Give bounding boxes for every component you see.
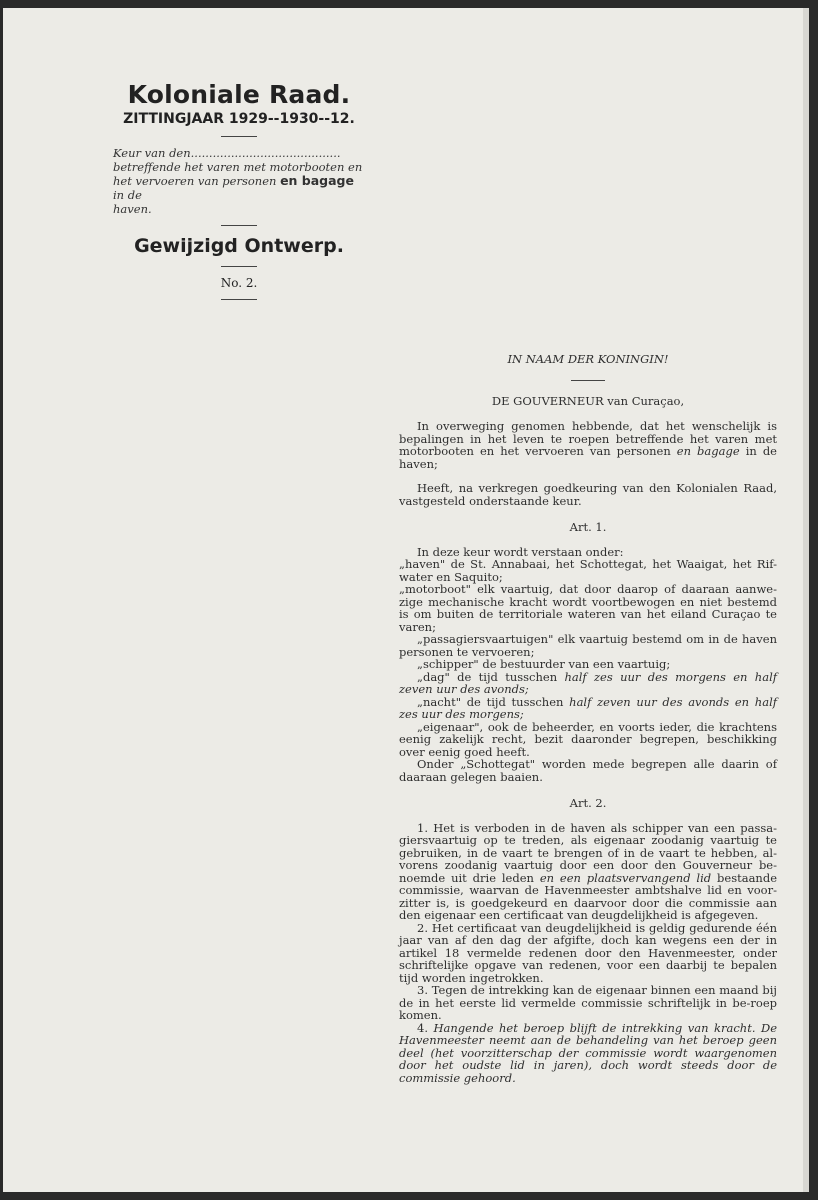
session-year: ZITTINGJAAR 1929--1930--12. <box>123 111 355 127</box>
divider <box>571 380 605 381</box>
art1-nacht: „nacht" de tijd tusschen half zeven uur des avonds en half zes uur des morgens; <box>399 694 778 721</box>
decree-text <box>399 353 777 1084</box>
draft-subtitle: Gewijzigd Ontwerp. <box>134 235 344 257</box>
art1-dag: „dag" de tijd tusschen half zes uur des morgens en half zeven uur des avonds; <box>399 669 777 696</box>
council-title: Koloniale Raad. <box>127 80 351 109</box>
art1-onder: Onder „Schottegat" worden mede begrepen alle daarin of daaraan gelegen baaien. <box>399 757 777 784</box>
art2-para-3: 3. Tegen de intrekking kan de eigenaar binnen een maand bij de in het eerste lid vermelde commissie schriftelijk in be-roep komen. <box>399 983 777 1022</box>
document-page <box>3 8 809 1192</box>
divider <box>221 136 257 137</box>
art1-intro: In deze keur wordt verstaan onder: <box>417 544 624 559</box>
page-edge <box>803 8 809 1192</box>
article-2-title: Art. 2. <box>569 796 607 810</box>
divider <box>221 299 257 300</box>
keur-description: Keur van den......................................... betreffende het varen met motorbooten en het vervoeren van personen en bagage in de haven. <box>113 146 363 216</box>
art2-para-1: 1. Het is verboden in de haven als schipper van een passa-giersvaartuig op te treden, als eigenaar zoodanig vaartuig te gebruiken, in de vaart te brengen of in de vaart te hebben, al-vorens zoodanig vaartuig door een door den Gouverneur be-noemde uit drie leden en een plaatsvervangend lid bestaande commissie, waarvan de Havenmeester ambtshalve lid en voor-zitter is, is goedgekeurd en daarvoor door die commissie aan den eigenaar een certificaat van deugdelijkheid is afgegeven. <box>399 820 778 922</box>
art1-motorboot: „motorboot" elk vaartuig, dat door daarop of daaraan aanwe-zige mechanische kracht wordt voortbewogen en niet bestemd is om buiten de territoriale wateren van het eiland Curaçao te varen; <box>399 582 777 634</box>
divider <box>221 225 257 226</box>
governor-line: DE GOUVERNEUR van Curaçao, <box>491 393 685 408</box>
art1-passagiers: „passagiersvaartuigen" elk vaartuig bestemd om in de haven personen te vervoeren; <box>399 632 777 659</box>
decree-heading: IN NAAM DER KONINGIN! <box>507 352 669 366</box>
art2-para-2: 2. Het certificaat van deugdelijkheid is geldig gedurende één jaar van af den dag der afgifte, doch kan wegens een der in artikel 18 vermelde redenen door den Havenmeester, onder schriftelijke opgave van redenen, voor een daarbij te bepalen tijd worden ingetrokken. <box>399 920 777 985</box>
preamble-1: In overweging genomen hebbende, dat het wenschelijk is bepalingen in het leven te roepen betreffende het varen met motorbooten en het vervoeren van personen en bagage in de haven; <box>399 419 777 471</box>
draft-number: No. 2. <box>220 276 258 290</box>
art1-schipper: „schipper" de bestuurder van een vaartuig; <box>417 657 671 671</box>
art2-para-4: 4. Hangende het beroep blijft de intrekking van kracht. De Havenmeester neemt aan de behandeling van het beroep geen deel (het voorzitterschap der commissie wordt waargenomen door het oudste lid in jaren), doch wordt steeds door de commissie gehoord. <box>399 1020 777 1085</box>
art1-eigenaar: „eigenaar", ook de beheerder, en voorts ieder, die krachtens eenig zakelijk recht, bezit daaronder begrepen, beschikking over eenig goed heeft. <box>399 719 777 759</box>
divider <box>221 266 257 267</box>
art1-haven: „haven" de St. Annabaai, het Schottegat, het Waaigat, het Rif-water en Saquito; <box>399 557 777 584</box>
header-block <box>113 80 365 309</box>
article-1-title: Art. 1. <box>569 520 607 534</box>
preamble-2: Heeft, na verkregen goedkeuring van den Kolonialen Raad, vastgesteld onderstaande keur. <box>399 481 777 508</box>
